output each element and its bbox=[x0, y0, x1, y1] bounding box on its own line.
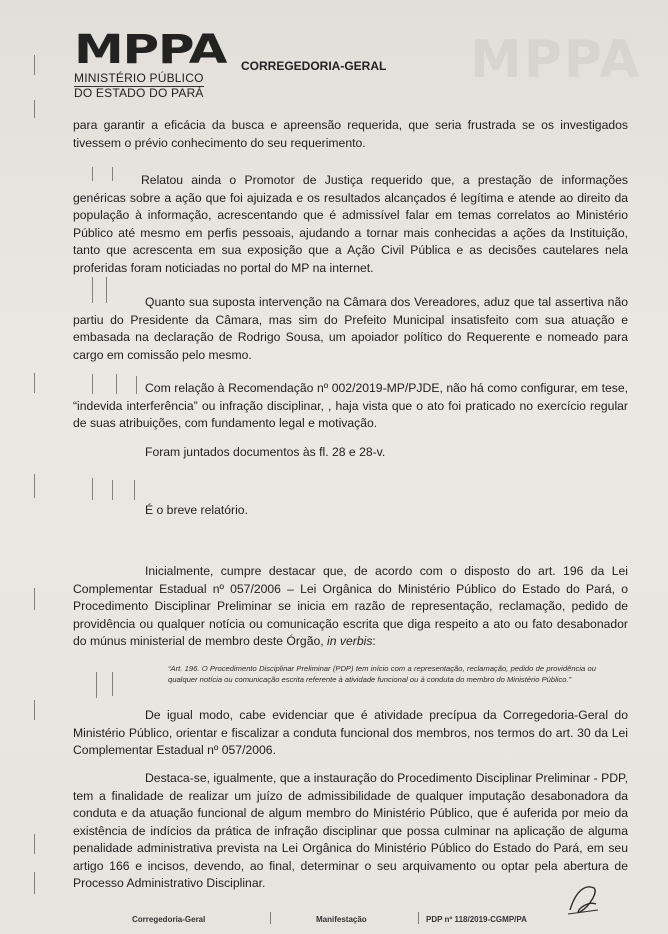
footer-divider bbox=[418, 912, 419, 924]
margin-mark bbox=[34, 474, 35, 498]
margin-mark bbox=[134, 480, 135, 500]
paragraph-8: De igual modo, cabe evidenciar que é atividade precípua da Corregedoria-Geral do Ministério Público, orientar e fiscalizar a conduta funcional dos membros, nos termos do art. 30 da Lei Complementar Estadual nº 057/2006. bbox=[73, 708, 628, 757]
header-watermark: MPPA bbox=[470, 30, 642, 90]
paragraph-4: Com relação à Recomendação nº 002/2019-MP/PJDE, não há como configurar, em tese, “indevida interferência” ou infração disciplinar, , haja vista que o ato foi praticado no exercício regular de suas atribuições, com fundamento legal e motivação. bbox=[73, 381, 628, 430]
header-title: CORREGEDORIA-GERAL bbox=[241, 59, 387, 73]
paragraph-1: para garantir a eficácia da busca e apreensão requerida, que seria frustrada se os investigados tivessem o prévio conhecimento do seu requerimento. bbox=[73, 118, 628, 150]
logo-line-estado: DO ESTADO DO PARÁ bbox=[74, 86, 204, 100]
paragraph-2: Relatou ainda o Promotor de Justiça requerido que, a prestação de informações genéricas sobre a ação que foi ajuizada e os resultados alcançados é legítima e atende ao direito da população à informação, acrescentando que é admissível falar em temas correlatos ao Ministério Público até mesmo em perfis pessoais, ajudando a tornar mais conhecidas a ações da Instituição, tanto que acrescenta em sua exposição que a Ação Civil Pública e as decisões cautelares nela proferidas foram noticiadas no portal do MP na internet. bbox=[73, 173, 628, 275]
footer-divider bbox=[270, 912, 271, 924]
margin-mark bbox=[34, 55, 35, 75]
paragraph-7-end: : bbox=[372, 634, 376, 648]
logo-mark: MPPA bbox=[74, 27, 227, 73]
margin-mark bbox=[34, 700, 35, 720]
mppa-logo bbox=[74, 27, 227, 100]
margin-mark bbox=[112, 672, 113, 696]
footer-right: PDP nº 118/2019-CGMP/PA bbox=[426, 915, 527, 924]
margin-mark bbox=[34, 100, 35, 118]
paragraph-7-text: Inicialmente, cumpre destacar que, de acordo com o disposto do art. 196 da Lei Complementar Estadual nº 057/2006 – Lei Orgânica do Ministério Público do Estado do Pará, o Procedimento Disciplinar Preliminar se inicia em razão de representação, reclamação, pedido de providência ou qualquer notícia ou comunicação escrita que diga respeito a ato ou fato desabonador do múnus ministerial de membro deste Órgão, bbox=[73, 564, 628, 648]
paragraph-7-italic: in verbis bbox=[327, 634, 373, 648]
paragraph-7 bbox=[73, 563, 628, 651]
margin-mark bbox=[34, 373, 35, 393]
law-quote: “Art. 196. O Procedimento Disciplinar Preliminar (PDP) tem início com a representação, reclamação, pedido de providência ou qualquer notícia ou comunicação escrita referente à atividade funcional ou à conduta do membro do Ministério Público.” bbox=[168, 664, 596, 684]
margin-mark bbox=[34, 834, 35, 854]
paragraph-5: Foram juntados documentos às fl. 28 e 28-v. bbox=[145, 445, 386, 459]
paragraph-3: Quanto sua suposta intervenção na Câmara dos Vereadores, aduz que tal assertiva não partiu do Presidente da Câmara, mas sim do Prefeito Municipal insatisfeito com sua atuação e embasada na declaração de Rodrigo Sousa, um apoiador político do Requerente e nomeado para cargo em comissão pelo mesmo. bbox=[73, 295, 628, 362]
signature-mark bbox=[566, 880, 600, 918]
margin-mark bbox=[34, 872, 35, 894]
footer-center: Manifestação bbox=[316, 915, 367, 924]
footer-left: Corregedoria-Geral bbox=[132, 915, 206, 924]
logo-line-ministerio: MINISTÉRIO PÚBLICO bbox=[74, 71, 204, 85]
margin-mark bbox=[112, 480, 113, 500]
margin-mark bbox=[34, 588, 35, 610]
paragraph-9: Destaca-se, igualmente, que a instauração do Procedimento Disciplinar Preliminar - PDP, tem a finalidade de realizar um juízo de admissibilidade de qualquer imputação desabonadora da conduta e da atuação funcional de algum membro do Ministério Público, que é auferida por meio da existência de indícios da prática de infração disciplinar que possa culminar na aplicação de alguma penalidade administrativa prevista na Lei Orgânica do Ministério Público do Estado do Pará, em seu artigo 166 e incisos, devendo, ao final, determinar o seu arquivamento ou optar pela abertura de Processo Administrativo Disciplinar. bbox=[73, 771, 628, 890]
margin-mark bbox=[92, 478, 93, 500]
margin-mark bbox=[96, 672, 97, 698]
paragraph-6: É o breve relatório. bbox=[145, 503, 248, 517]
